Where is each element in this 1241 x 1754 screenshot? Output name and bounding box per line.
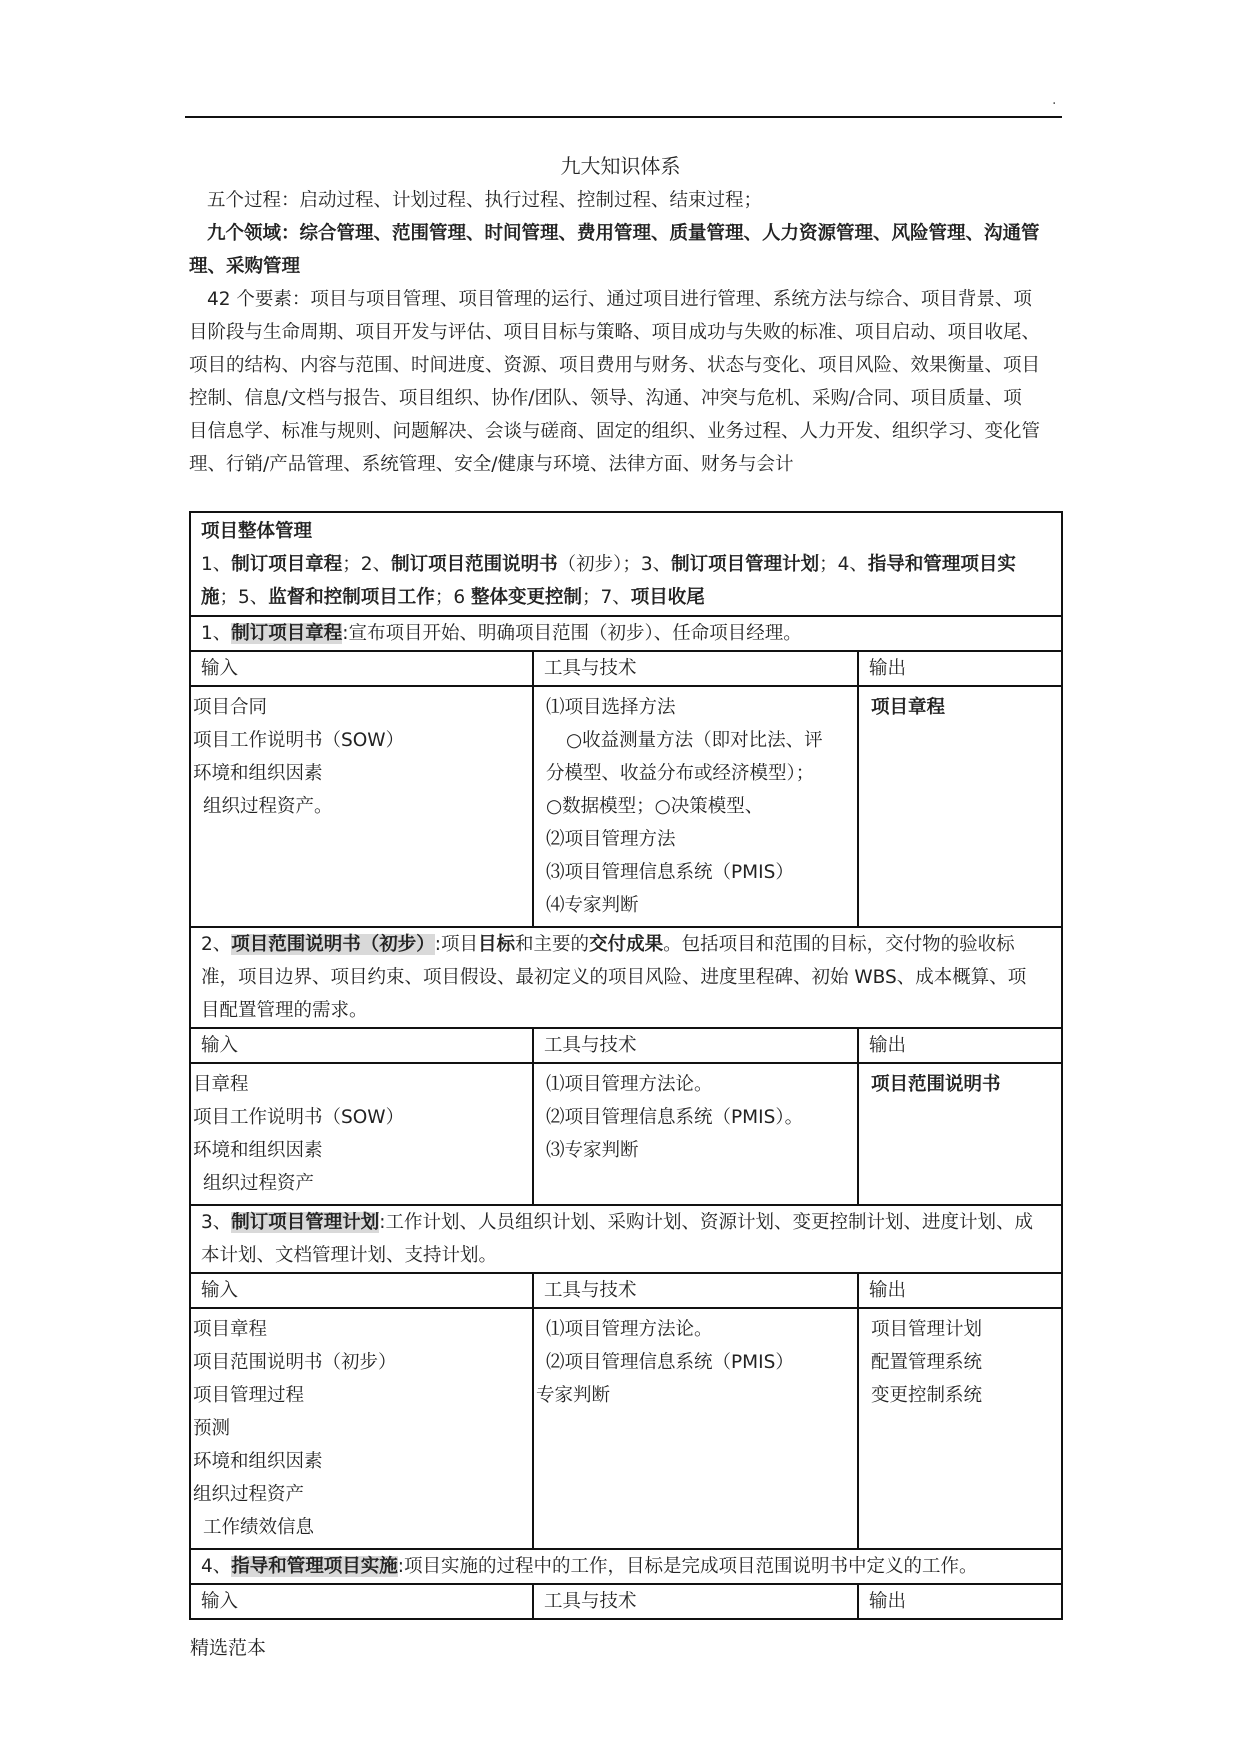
step-sep: ；7、 [581,587,631,608]
section-desc: :工作计划、人员组织计划、采购计划、资源计划、变更控制计划、进度计划、成 [379,1212,1034,1233]
section-desc-line3: 目配置管理的需求。 [201,1000,368,1021]
section-3-outputs [858,1308,1062,1549]
section-desc: :项目实施的过程中的工作，目标是完成项目范围说明书中定义的工作。 [397,1556,978,1577]
section-3-content-row [190,1308,1062,1549]
step-sep: ；6 [434,587,471,608]
list-item: 环境和组织因素 [193,1451,323,1472]
intro-elements-line5: 目信息学、标准与规则、问题解决、会谈与磋商、固定的组织、业务过程、人力开发、组织学习、变化管 [189,421,1041,442]
step-2: 制订项目范围说明书 [391,554,558,575]
step-sep: （初步）；3、 [557,554,672,575]
page-title: 九大知识体系 [560,154,681,178]
section-name: 制订项目章程 [231,623,343,644]
section-4-title-row [190,1549,1062,1584]
list-item: 项目管理过程 [193,1385,305,1406]
list-item: ○数据模型；○决策模型、 [546,796,764,817]
section-2-header-row [190,1028,1062,1063]
list-item: ⑵项目管理信息系统（PMIS）。 [546,1107,804,1128]
section-1-tools [533,686,858,927]
list-item: 预测 [193,1418,231,1439]
list-item: 组织过程资产 [193,1484,305,1505]
col-tools-header: 工具与技术 [533,651,858,686]
col-input-header: 输入 [190,651,533,686]
section-3-header-row [190,1273,1062,1308]
list-item: ⑶专家判断 [546,1140,639,1161]
header-mark: . [1052,92,1057,108]
list-item: ⑴项目管理方法论。 [546,1319,713,1340]
section-2-inputs [190,1063,533,1205]
step-sep: ；5、 [219,587,269,608]
section-1-content-row [190,686,1062,927]
list-item: 项目工作说明书（SOW） [193,1107,405,1128]
col-output-header: 输出 [858,1028,1062,1063]
col-output-header: 输出 [858,651,1062,686]
intro-processes: 五个过程：启动过程、计划过程、执行过程、控制过程、结束过程； [207,190,763,211]
section-1-title-row [190,616,1062,651]
col-input-header: 输入 [190,1584,533,1619]
list-item: ⑴项目选择方法 [546,697,676,718]
step-6: 整体变更控制 [470,587,582,608]
intro-domains-line1: 九个领域：综合管理、范围管理、时间管理、费用管理、质量管理、人力资源管理、风险管理、沟通管 [207,223,1040,244]
process-steps-line2 [201,581,1051,614]
list-item: 组织过程资产 [203,1173,315,1194]
section-num: 2、 [201,934,232,955]
table-heading-cell [190,512,1062,616]
intro-domains-line2: 理、采购管理 [189,256,301,277]
list-item: ⑴项目管理方法论。 [546,1074,713,1095]
section-desc-line2: 本计划、文档管理计划、支持计划。 [201,1245,498,1266]
step-sep: ；4、 [819,554,868,575]
intro-elements-line2: 目阶段与生命周期、项目开发与评估、项目目标与策略、项目成功与失败的标准、项目启动、项目收尾、 [189,322,1041,343]
list-item: 组织过程资产。 [203,796,333,817]
intro-elements-line3: 项目的结构、内容与范围、时间进度、资源、项目费用与财务、状态与变化、项目风险、效果衡量、项目 [189,355,1041,376]
step-4-cont: 施 [201,587,220,608]
list-item: 项目章程 [193,1319,268,1340]
list-item: 配置管理系统 [871,1352,983,1373]
section-2-content-row [190,1063,1062,1205]
step-7: 项目收尾 [630,587,705,608]
section-3-title-row [190,1205,1062,1273]
section-desc-bold: 目标 [478,934,516,955]
section-num: 3、 [201,1212,232,1233]
list-item: 分模型、收益分布或经济模型）； [546,763,815,784]
list-item: ⑵项目管理信息系统（PMIS） [546,1352,794,1373]
section-3-title [190,1205,1062,1273]
col-tools-header: 工具与技术 [533,1584,858,1619]
list-item: 环境和组织因素 [193,1140,323,1161]
list-item: 变更控制系统 [871,1385,983,1406]
step-num: 1、 [201,554,232,575]
list-item: ○收益测量方法（即对比法、评 [566,730,823,751]
step-3: 制订项目管理计划 [671,554,820,575]
section-desc-line2: 准，项目边界、项目约束、项目假设、最初定义的项目风险、进度里程碑、初始 WBS、成本概算、项 [201,967,1027,988]
section-4-title [190,1549,1062,1584]
list-item: 工作绩效信息 [203,1517,315,1538]
section-1-header-row [190,651,1062,686]
section-name: 项目范围说明书（初步） [231,934,435,955]
section-3-tools [533,1308,858,1549]
list-item: 项目范围说明书（初步） [193,1352,397,1373]
list-item: 专家判断 [536,1385,611,1406]
intro-elements-line1: 42 个要素：项目与项目管理、项目管理的运行、通过项目进行管理、系统方法与综合、项目背景、项 [207,289,1032,310]
section-desc: 和主要的 [515,934,590,955]
step-1: 制订项目章程 [231,554,343,575]
intro-elements-line4: 控制、信息/文档与报告、项目组织、协作/团队、领导、沟通、冲突与危机、采购/合同、项目质量、项 [189,388,1022,409]
col-output-header: 输出 [858,1584,1062,1619]
section-2-tools [533,1063,858,1205]
section-1-outputs [858,686,1062,927]
section-2-title [190,927,1062,1028]
section-desc: :项目 [434,934,479,955]
section-name: 指导和管理项目实施 [231,1556,398,1577]
section-desc: 。包括项目和范围的目标，交付物的验收标 [663,934,1015,955]
list-item: 项目范围说明书 [871,1074,1001,1095]
table-heading-row [190,512,1062,616]
section-1-inputs [190,686,533,927]
list-item: ⑷专家判断 [546,895,639,916]
section-desc: :宣布项目开始、明确项目范围（初步）、任命项目经理。 [342,623,802,644]
list-item: 项目工作说明书（SOW） [193,730,405,751]
list-item: 项目章程 [871,697,946,718]
step-4: 指导和管理项目实 [867,554,1016,575]
section-num: 4、 [201,1556,232,1577]
list-item: 环境和组织因素 [193,763,323,784]
section-desc-bold: 交付成果 [589,934,664,955]
col-output-header: 输出 [858,1273,1062,1308]
list-item: 目章程 [193,1074,249,1095]
list-item: 项目合同 [193,697,268,718]
list-item: 项目管理计划 [871,1319,983,1340]
section-num: 1、 [201,623,232,644]
list-item: ⑵项目管理方法 [546,829,676,850]
table-heading: 项目整体管理 [201,521,313,542]
page-footer: 精选范本 [190,1637,267,1659]
col-tools-header: 工具与技术 [533,1273,858,1308]
integration-management-table [189,511,1063,1620]
process-steps [201,548,1051,581]
intro-elements-line6: 理、行销/产品管理、系统管理、安全/健康与环境、法律方面、财务与会计 [189,454,794,475]
col-input-header: 输入 [190,1028,533,1063]
section-2-title-row [190,927,1062,1028]
section-4-header-row [190,1584,1062,1619]
list-item: ⑶项目管理信息系统（PMIS） [546,862,794,883]
section-3-inputs [190,1308,533,1549]
step-sep: ；2、 [342,554,392,575]
section-1-title [190,616,1062,651]
section-2-outputs [858,1063,1062,1205]
step-5: 监督和控制项目工作 [268,587,435,608]
header-rule [185,116,1062,118]
col-input-header: 输入 [190,1273,533,1308]
section-name: 制订项目管理计划 [231,1212,380,1233]
col-tools-header: 工具与技术 [533,1028,858,1063]
